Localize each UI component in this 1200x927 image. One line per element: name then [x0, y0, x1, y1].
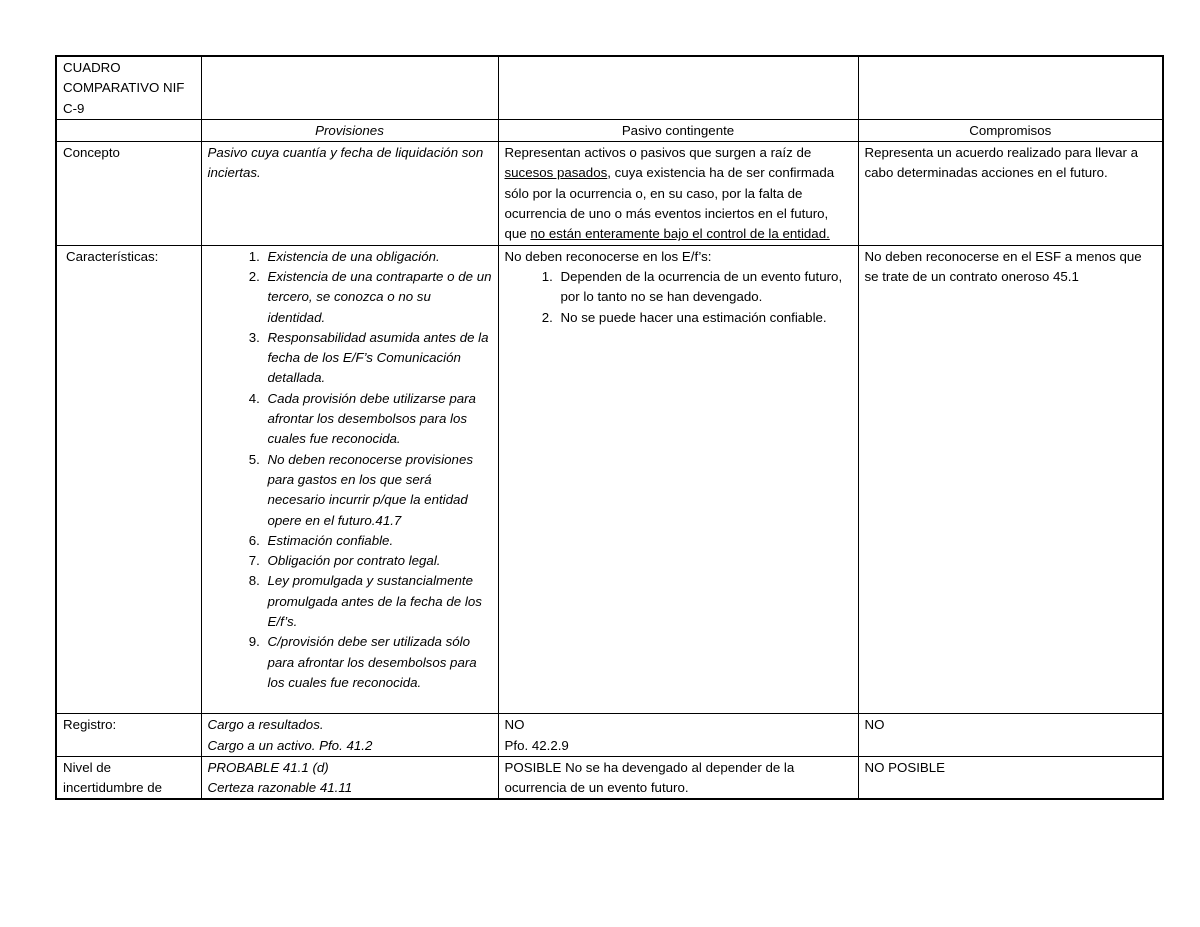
concepto-compromisos: Representa un acuerdo realizado para llevar a cabo determinadas acciones en el futuro. [858, 142, 1163, 245]
table-row-headers [56, 119, 1163, 141]
table-row-incertidumbre [56, 756, 1163, 799]
header-compromisos: Compromisos [858, 119, 1163, 141]
list-item: 2. No se puede hacer una estimación confiable. [557, 308, 852, 328]
empty-cell [858, 56, 1163, 119]
caracteristicas-pasivo-contingente [498, 245, 858, 714]
text-segment: , cuya existencia ha de ser confirmada sólo por la ocurrencia o, en su caso, por la falta de ocurrencia de uno o más eventos inciertos en el futuro, que [504, 165, 835, 242]
row-label-incertidumbre: Nivel de incertidumbre de [56, 756, 201, 799]
caracteristicas-provisiones [201, 245, 498, 714]
registro-line: Cargo a resultados. [207, 717, 324, 733]
registro-line: NO [504, 717, 525, 733]
registro-line: Cargo a un activo. Pfo. 41.2 [207, 737, 373, 753]
incertidumbre-line: PROBABLE 41.1 (d) [207, 759, 329, 775]
header-provisiones: Provisiones [201, 119, 498, 141]
row-label-registro: Registro: [56, 714, 201, 757]
provisiones-list [208, 247, 492, 694]
list-item: 2. Existencia de una contraparte o de un tercero, se conozca o no su identidad. [264, 267, 492, 328]
table-row-registro [56, 714, 1163, 757]
row-label-caracteristicas [56, 245, 201, 714]
concepto-provisiones: Pasivo cuya cuantía y fecha de liquidación son inciertas. [201, 142, 498, 245]
comparison-table [55, 55, 1164, 800]
list-item: 6. Estimación confiable. [264, 531, 492, 551]
underlined-text: sucesos pasados [504, 165, 608, 181]
registro-provisiones [201, 714, 498, 757]
underlined-text: no están enteramente bajo el control de la entidad. [530, 226, 830, 242]
row-label-concepto: Concepto [56, 142, 201, 245]
list-item: 7. Obligación por contrato legal. [264, 551, 492, 571]
text-segment: Representan activos o pasivos que surgen a raíz de [504, 145, 812, 161]
incertidumbre-pasivo-contingente: POSIBLE No se ha devengado al depender de la ocurrencia de un evento futuro. [498, 756, 858, 799]
row-label-text: Características: [66, 248, 159, 264]
caracteristicas-compromisos: No deben reconocerse en el ESF a menos que se trate de un contrato oneroso 45.1 [858, 245, 1163, 714]
table-row-concepto [56, 142, 1163, 245]
empty-cell [56, 119, 201, 141]
registro-line: Pfo. 42.2.9 [504, 737, 569, 753]
list-item: 1. Dependen de la ocurrencia de un evento futuro, por lo tanto no se han devengado. [557, 267, 852, 308]
table-title: CUADRO COMPARATIVO NIF C-9 [56, 56, 201, 119]
pasivo-contingente-list [505, 267, 852, 328]
header-pasivo-contingente: Pasivo contingente [498, 119, 858, 141]
pasivo-intro: No deben reconocerse en los E/f’s: [504, 248, 712, 264]
list-item: 9. C/provisión debe ser utilizada sólo para afrontar los desembolsos para los cuales fue reconocida. [264, 632, 492, 693]
empty-cell [498, 56, 858, 119]
list-item: 3. Responsabilidad asumida antes de la fecha de los E/F’s Comunicación detallada. [264, 328, 492, 389]
incertidumbre-compromisos: NO POSIBLE [858, 756, 1163, 799]
table-row-title [56, 56, 1163, 119]
concepto-pasivo-contingente [498, 142, 858, 245]
incertidumbre-provisiones [201, 756, 498, 799]
list-item: 1. Existencia de una obligación. [264, 247, 492, 267]
empty-cell [201, 56, 498, 119]
registro-pasivo-contingente [498, 714, 858, 757]
list-item: 8. Ley promulgada y sustancialmente promulgada antes de la fecha de los E/f’s. [264, 571, 492, 632]
registro-compromisos: NO [858, 714, 1163, 757]
incertidumbre-line: Certeza razonable 41.11 [207, 780, 353, 796]
list-item: 4. Cada provisión debe utilizarse para afrontar los desembolsos para los cuales fue reconocida. [264, 389, 492, 450]
table-row-caracteristicas [56, 245, 1163, 714]
list-item: 5. No deben reconocerse provisiones para gastos en los que será necesario incurrir p/que la entidad opere en el futuro.41.7 [264, 450, 492, 531]
